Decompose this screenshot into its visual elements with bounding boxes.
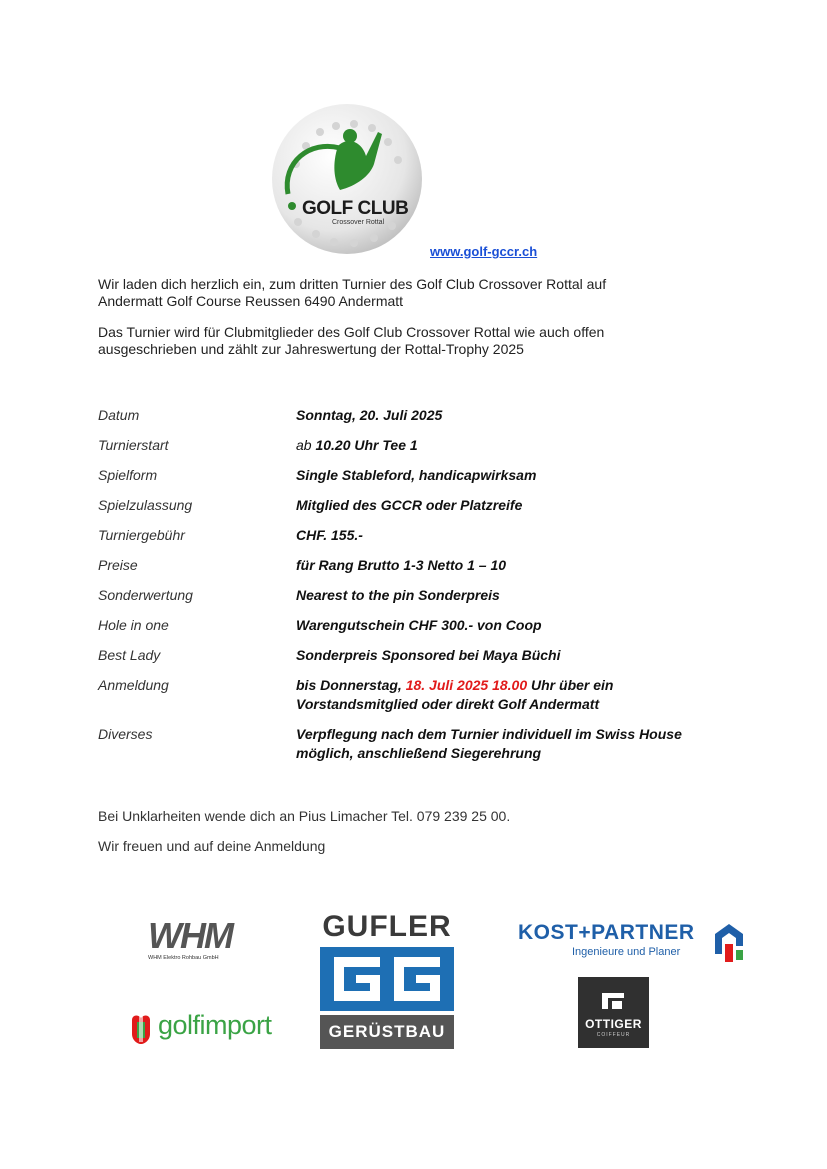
kost-mark-icon	[712, 922, 746, 969]
detail-label: Turniergebühr	[98, 527, 185, 543]
anmeldung-deadline: 18. Juli 2025 18.00	[405, 677, 528, 693]
golf-club-logo-text: GOLF CLUB	[302, 198, 409, 219]
gufler-logo-top-text: GUFLER	[322, 910, 452, 943]
anmeldung-line-1	[296, 676, 736, 695]
sponsor-ottiger-logo	[578, 977, 649, 1048]
sponsor-kost-partner-logo	[518, 922, 750, 966]
description-line-1: Das Turnier wird für Clubmitglieder des Golf Club Crossover Rottal wie auch offen	[98, 324, 605, 340]
closing-text: Wir freuen und auf deine Anmeldung	[98, 838, 326, 854]
detail-value: für Rang Brutto 1-3 Netto 1 – 10	[296, 557, 507, 573]
detail-label: Preise	[98, 557, 138, 573]
whm-logo-text: WHM	[148, 915, 232, 956]
contact-text: Bei Unklarheiten wende dich an Pius Limacher Tel. 079 239 25 00.	[98, 808, 511, 824]
ottiger-mark-icon	[598, 989, 628, 1018]
sponsor-gufler-logo	[318, 912, 456, 1049]
anmeldung-text-2: Uhr über ein	[527, 677, 614, 693]
detail-value: Warengutschein CHF 300.- von Coop	[296, 617, 542, 633]
intro-line-2: Andermatt Golf Course Reussen 6490 Andermatt	[98, 293, 404, 309]
ottiger-logo-subtext: COIFFEUR	[596, 1032, 631, 1038]
sponsor-whm-logo	[148, 915, 238, 964]
detail-time: 10.20 Uhr Tee 1	[315, 437, 418, 453]
detail-value: Nearest to the pin Sonderpreis	[296, 587, 500, 603]
detail-label: Turnierstart	[98, 437, 169, 453]
detail-prefix: ab	[296, 437, 316, 453]
detail-label: Spielform	[98, 467, 158, 483]
anmeldung-line-2: Vorstandsmitglied oder direkt Golf Andermatt	[296, 696, 600, 712]
detail-label: Spielzulassung	[98, 497, 193, 513]
kost-logo-subtext: Ingenieure und Planer	[572, 946, 681, 958]
detail-label: Sonderwertung	[98, 587, 193, 603]
ottiger-logo-text: OTTIGER	[585, 1017, 642, 1031]
detail-value: CHF. 155.-	[296, 527, 363, 543]
gufler-logo-bottom-text: GERÜSTBAU	[328, 1022, 446, 1041]
detail-label: Datum	[98, 407, 140, 423]
detail-label: Anmeldung	[98, 677, 169, 693]
description-line-2: ausgeschrieben und zählt zur Jahreswertung der Rottal-Trophy 2025	[98, 341, 524, 357]
whm-logo-subtext: WHM Elektro Rohbau GmbH	[148, 955, 219, 961]
diverses-line-2: möglich, anschließend Siegerehrung	[296, 745, 542, 761]
detail-label: Best Lady	[98, 647, 161, 663]
detail-value: Mitglied des GCCR oder Platzreife	[296, 497, 523, 513]
detail-value	[296, 676, 736, 714]
anmeldung-text: bis Donnerstag,	[296, 677, 406, 693]
sponsor-golfimport-logo	[128, 1010, 298, 1050]
gufler-gg-mark	[320, 947, 454, 1011]
detail-value	[296, 436, 736, 455]
detail-value: Sonderpreis Sponsored bei Maya Büchi	[296, 647, 561, 663]
kost-logo-text: KOST+PARTNER	[518, 921, 695, 944]
detail-value: Sonntag, 20. Juli 2025	[296, 407, 443, 423]
website-link[interactable]: www.golf-gccr.ch	[430, 244, 538, 259]
intro-line-1: Wir laden dich herzlich ein, zum dritten Turnier des Golf Club Crossover Rottal auf	[98, 276, 607, 292]
intro-paragraph	[98, 276, 718, 310]
gufler-logo-bottom	[320, 1015, 454, 1049]
diverses-line-1: Verpflegung nach dem Turnier individuell im Swiss House	[296, 726, 682, 742]
description-paragraph	[98, 324, 718, 358]
golf-club-logo	[270, 102, 424, 256]
golfimport-mark-icon	[128, 1012, 154, 1051]
detail-value: Single Stableford, handicapwirksam	[296, 467, 537, 483]
detail-value	[296, 725, 736, 763]
detail-label: Diverses	[98, 726, 153, 742]
detail-label: Hole in one	[98, 617, 169, 633]
golf-club-logo-subtext: Crossover Rottal	[332, 219, 385, 226]
golfimport-logo-text: golfimport	[158, 1010, 272, 1040]
